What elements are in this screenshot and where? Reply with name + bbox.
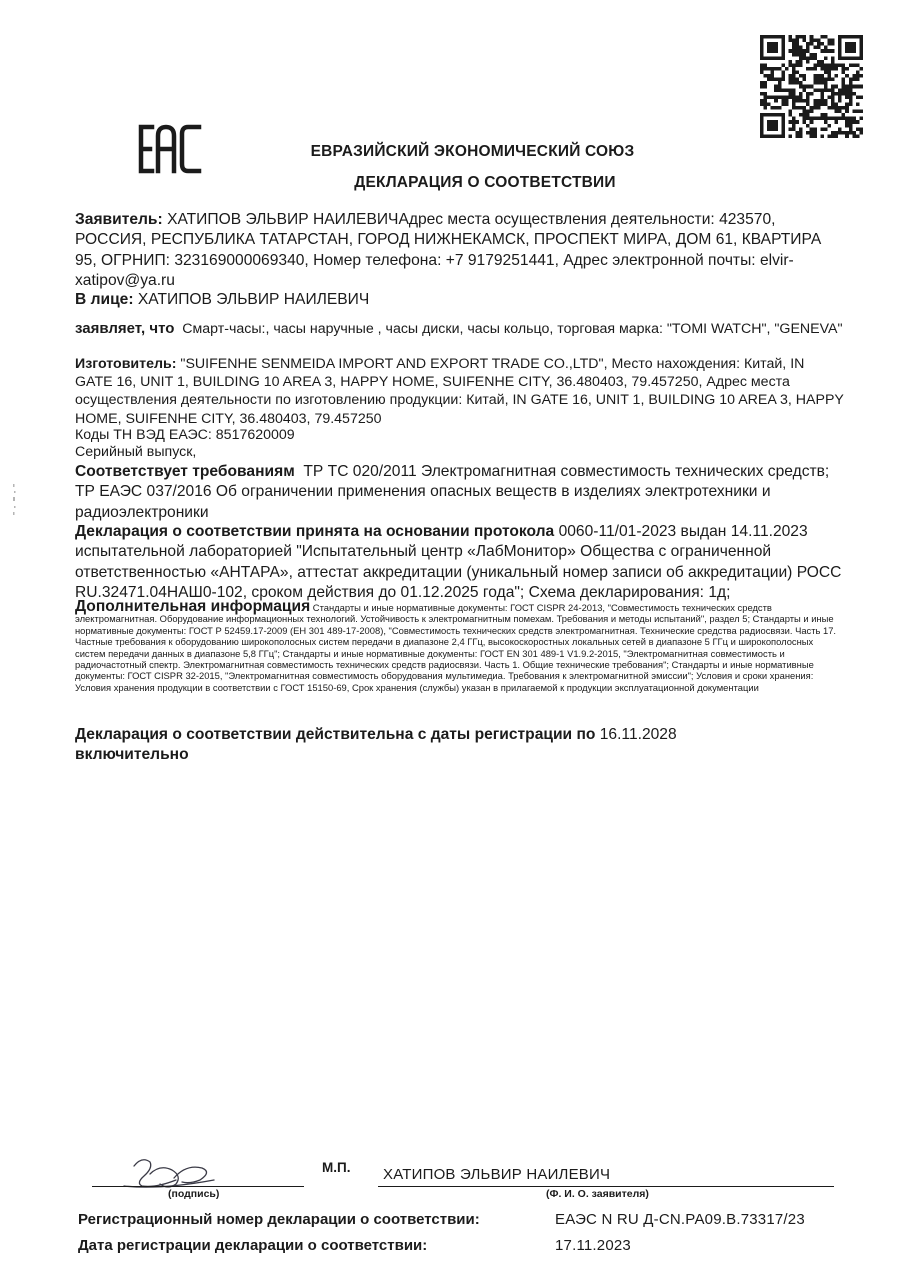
serial-release: Серийный выпуск,	[75, 444, 197, 460]
signature-caption: (подпись)	[168, 1188, 220, 1200]
conforms-label: Соответствует требованиям	[75, 463, 295, 480]
additional-info-section	[75, 598, 845, 693]
additional-info-label: Дополнительная информация	[75, 598, 311, 615]
product-description: Смарт-часы:, часы наручные , часы диски, часы кольцо, торговая марка: "TOMI WATCH", "GENEVA"	[182, 321, 843, 337]
manufacturer-section	[75, 355, 845, 428]
declares-section	[75, 320, 845, 338]
signer-name: ХАТИПОВ ЭЛЬВИР НАИЛЕВИЧ	[383, 1166, 611, 1183]
manufacturer-text: "SUIFENHE SENMEIDA IMPORT AND EXPORT TRADE CO.,LTD", Место нахождения: Китай, IN GATE 16, UNIT 1, BUILDING 10 AREA 3, HAPPY HOME, SUIFENHE CITY, 36.480403, 79.457250, Адрес места осуществления деятельности по изготовлению продукции: Китай, IN GATE 16, UNIT 1, BUILDING 10 AREA 3, HAPPY HOME, SUIFENHE CITY, 36.480403, 79.457250	[75, 356, 844, 427]
document-title: ДЕКЛАРАЦИЯ О СООТВЕТСТВИИ	[354, 174, 616, 191]
basis-label: Декларация о соответствии принята на основании протокола	[75, 523, 555, 540]
conforms-section	[75, 462, 845, 523]
basis-section	[75, 522, 845, 604]
registration-date: 17.11.2023	[555, 1237, 631, 1254]
declares-label: заявляет, что	[75, 320, 175, 337]
representative-name: ХАТИПОВ ЭЛЬВИР НАИЛЕВИЧ	[137, 291, 370, 308]
applicant-label: Заявитель:	[75, 211, 163, 228]
representative-section	[75, 290, 845, 310]
conforms-text: ТР ТС 020/2011 Электромагнитная совместимость технических средств; ТР ЕАЭС 037/2016 Об ограничении применения опасных веществ в изделиях электротехники и радиоэлектроники	[75, 463, 830, 521]
applicant-text: ХАТИПОВ ЭЛЬВИР НАИЛЕВИЧАдрес места осуществления деятельности: 423570, РОССИЯ, РЕСПУБЛИКА ТАТАРСТАН, ГОРОД НИЖНЕКАМСК, ПРОСПЕКТ МИРА, ДОМ 61, КВАРТИРА 95, ОГРНИП: 323169000069340, Номер телефона: +7 9179251441, Адрес электронной почты: elvir-xatipov@ya.ru	[75, 211, 822, 290]
validity-suffix: включительно	[75, 746, 189, 764]
manufacturer-label: Изготовитель:	[75, 356, 177, 372]
tn-ved-codes: Коды ТН ВЭД ЕАЭС: 8517620009	[75, 427, 295, 443]
validity-label: Декларация о соответствии действительна с даты регистрации по	[75, 726, 596, 743]
validity-date: 16.11.2028	[599, 726, 677, 743]
qr-code	[760, 35, 863, 138]
registration-number: ЕАЭС N RU Д-CN.РА09.В.73317/23	[555, 1211, 805, 1228]
name-line	[378, 1186, 834, 1187]
union-title: ЕВРАЗИЙСКИЙ ЭКОНОМИЧЕСКИЙ СОЮЗ	[310, 143, 635, 160]
validity-section	[75, 725, 845, 766]
additional-info-text: Стандарты и иные нормативные документы: ГОСТ CISPR 24-2013, "Совместимость технических средств электромагнитная. Оборудование информационных технологий. Устойчивость к электромагнитным помехам. Требования и методы испытаний", раздел 5; Стандарты и иные нормативные документы: ГОСТ Р 52459.17-2009 (ЕН 301 489-17-2008), "Совместимость технических средств электромагнитная. Технические средства радиосвязи. Часть 17. Частные требования к оборудованию широкополосных систем передачи в диапазоне 2,4 ГГц, высокоскоростных локальных сетей в диапазоне 5 ГГц и широкополосных систем передачи данных в диапазоне 5,8 ГГц"; Стандарты и иные нормативные документы: ГОСТ EN 301 489-1 V1.9.2-2015, "Электромагнитная совместимость и радиочастотный спектр. Электромагнитная совместимость технических средств радиосвязи. Часть 1. Общие технические требования"; Стандарты и иные нормативные документы: ГОСТ CISPR 32-2015, "Электромагнитная совместимость оборудования мультимедиа. Требования к электромагнитной эмиссии"; Условия и сроки хранения: Условия хранения продукции в соответствии с ГОСТ 15150-69, Срок хранения (службы) указан в прилагаемой к продукции эксплуатационной документации	[75, 602, 837, 693]
applicant-section	[75, 210, 845, 292]
representative-label: В лице:	[75, 291, 134, 308]
stamp-place-label: М.П.	[322, 1160, 351, 1175]
registration-date-label: Дата регистрации декларации о соответствии:	[78, 1237, 428, 1254]
signature-line	[92, 1186, 304, 1187]
registration-number-label: Регистрационный номер декларации о соответствии:	[78, 1211, 480, 1228]
basis-text: 0060-11/01-2023 выдан 14.11.2023 испытательной лабораторией "Испытательный центр «ЛабМонитор» Общества с ограниченной ответственностью «АНТАРА», аттестат аккредитации (уникальный номер записи об аккредитации) РОСС RU.32471.04НАШ0-102, сроком действия до 01.12.2025 года"; Схема декларирования: 1д;	[75, 523, 842, 602]
scan-artifact	[11, 482, 17, 522]
name-caption: (Ф. И. О. заявителя)	[546, 1188, 649, 1200]
